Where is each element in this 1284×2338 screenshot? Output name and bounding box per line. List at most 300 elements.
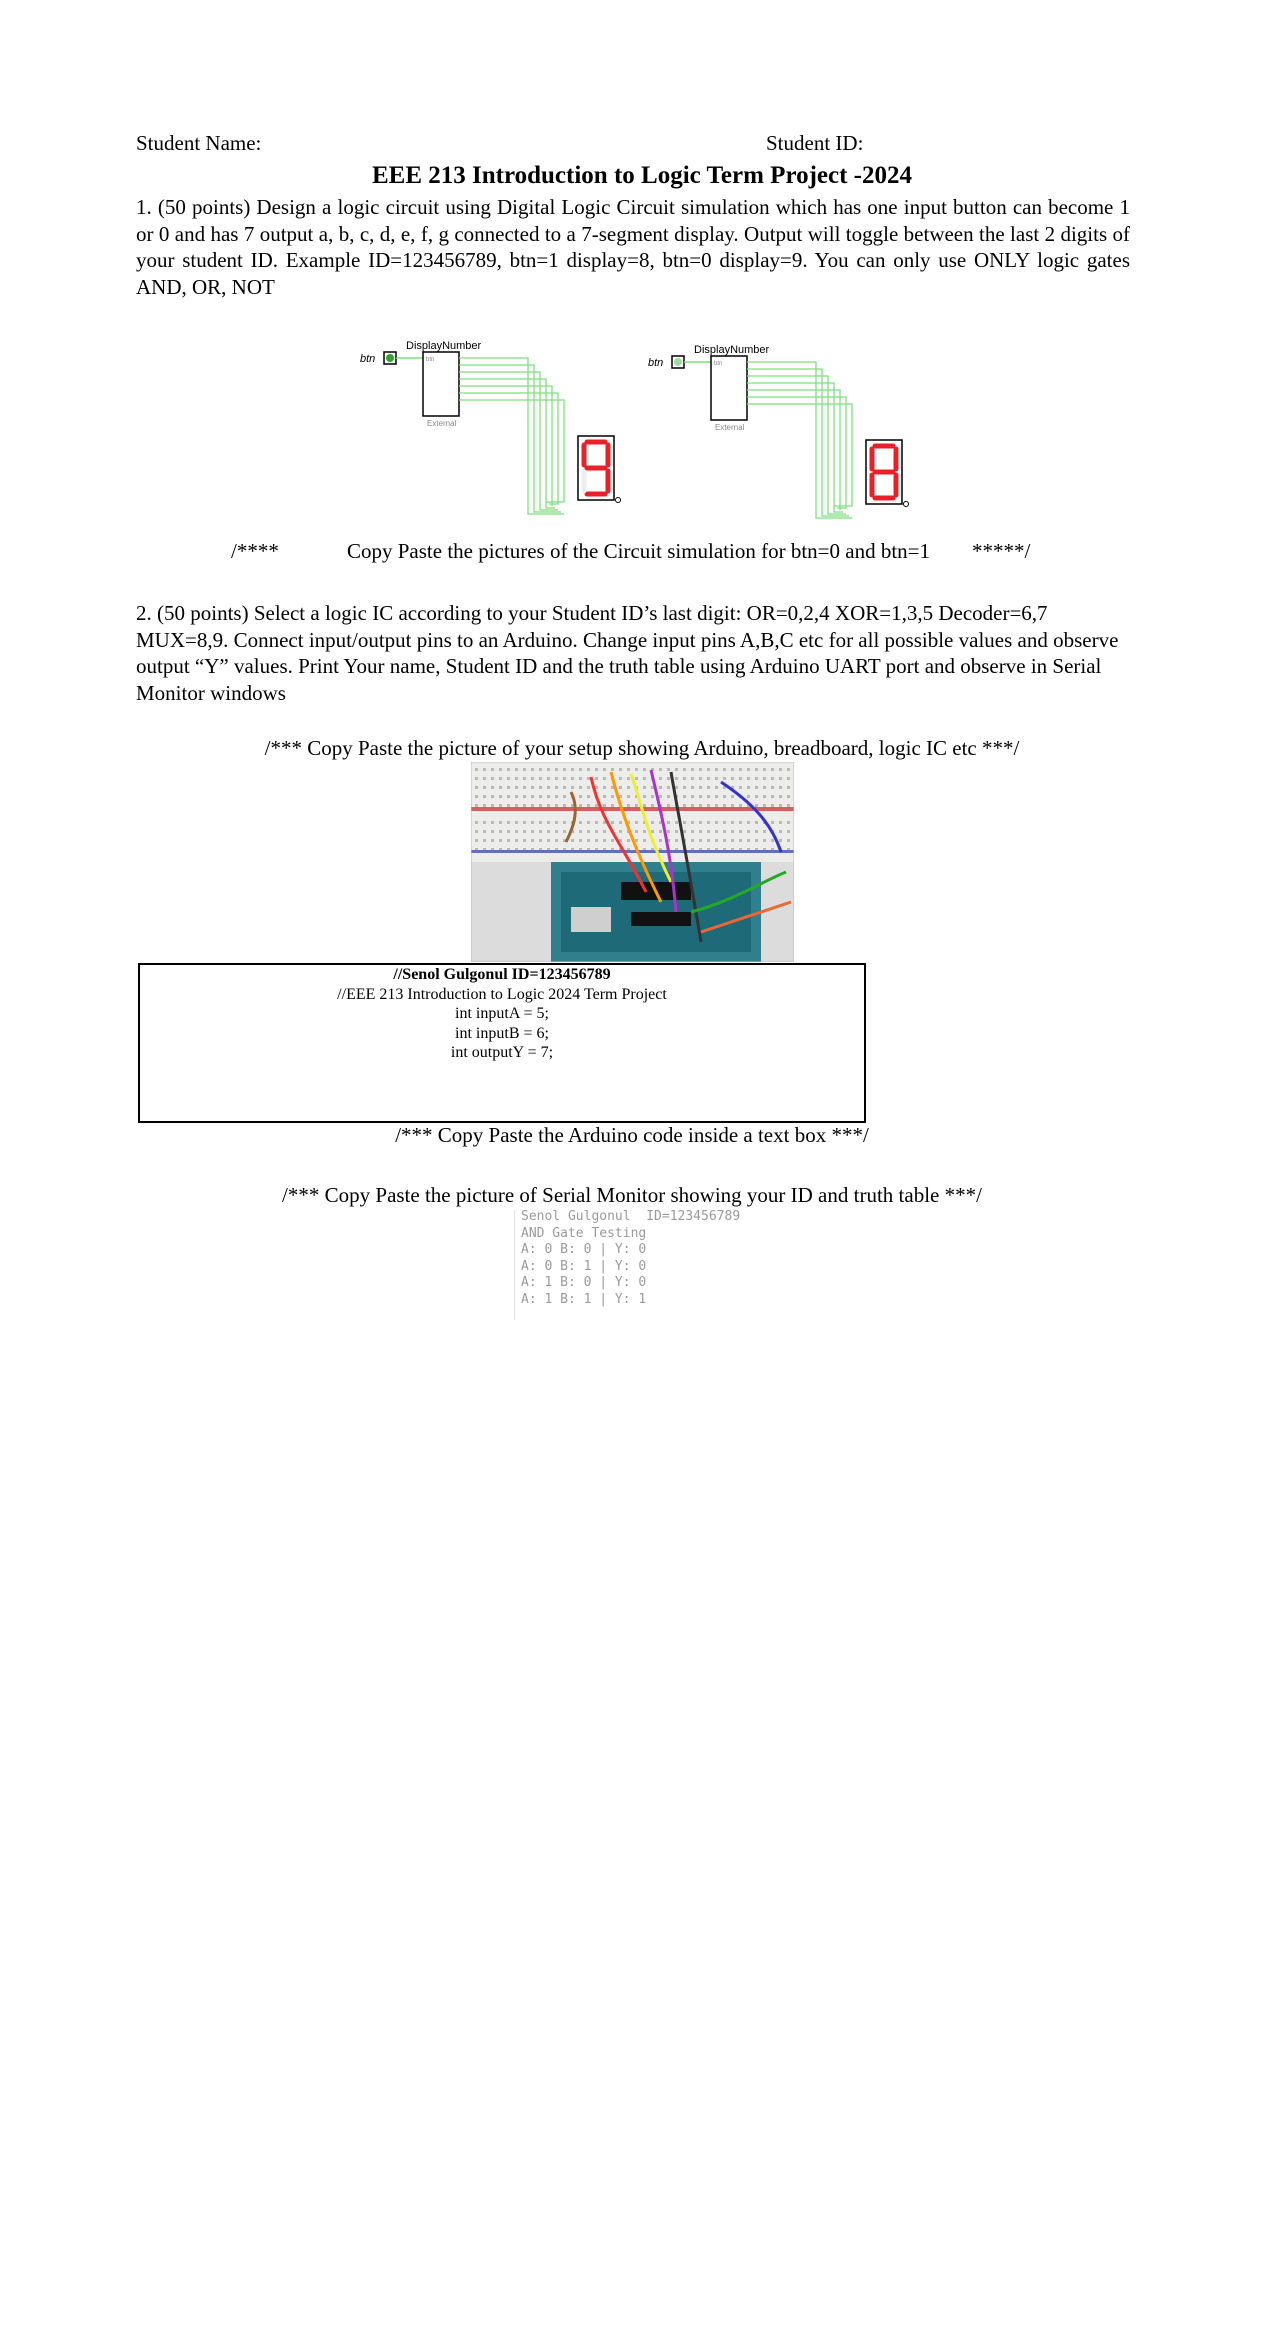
question-2-text: 2. (50 points) Select a logic IC according to your Student ID’s last digit: OR=0,2,4 XOR=1,3,5 Decoder=6,7 MUX=8,9. Connect input/output pins to an Arduino. Change input pins A,B,C etc for all possible values and observe output “Y” values. Print Your name, Student ID and the truth table using Arduino UART port and observe in Serial Monitor windows xyxy=(136,601,1119,705)
code-line-4: int inputB = 6; xyxy=(455,1024,549,1042)
circuit-btn-0 xyxy=(648,344,909,518)
breadboard-hole xyxy=(507,795,510,798)
serial-line-1: Senol Gulgonul ID=123456789 xyxy=(521,1209,741,1224)
breadboard-hole xyxy=(763,777,766,780)
btn-state-indicator xyxy=(674,358,682,366)
breadboard-hole xyxy=(595,768,598,771)
breadboard-hole xyxy=(603,804,606,807)
breadboard-hole xyxy=(491,821,494,824)
breadboard-hole xyxy=(619,786,622,789)
breadboard-hole xyxy=(587,768,590,771)
breadboard-hole xyxy=(483,795,486,798)
breadboard-hole xyxy=(667,768,670,771)
question-1-text: 1. (50 points) Design a logic circuit using Digital Logic Circuit simulation which has one input button can become 1 or 0 and has 7 output a, b, c, d, e, f, g connected to a 7-segment display. Output will toggle between the last 2 digits of your student ID. Example ID=123456789, btn=1 display=8, btn=0 display=9. You can only use ONLY logic gates AND, OR, NOT xyxy=(136,195,1130,299)
breadboard-hole xyxy=(723,804,726,807)
breadboard-hole xyxy=(707,795,710,798)
breadboard-hole xyxy=(707,804,710,807)
setup-photo-instruction: /*** Copy Paste the picture of your setup showing Arduino, breadboard, logic IC etc ***/ xyxy=(264,736,1020,760)
breadboard-hole xyxy=(515,786,518,789)
breadboard-hole xyxy=(531,768,534,771)
breadboard-hole xyxy=(483,804,486,807)
breadboard-hole xyxy=(707,821,710,824)
breadboard-hole xyxy=(755,768,758,771)
breadboard-hole xyxy=(683,795,686,798)
breadboard-hole xyxy=(675,768,678,771)
breadboard-hole xyxy=(675,839,678,842)
breadboard-hole xyxy=(475,821,478,824)
code-line-2: //EEE 213 Introduction to Logic 2024 Term Project xyxy=(337,985,667,1003)
breadboard-hole xyxy=(483,839,486,842)
breadboard-hole xyxy=(627,786,630,789)
breadboard-hole xyxy=(507,830,510,833)
breadboard-hole xyxy=(579,804,582,807)
breadboard-hole xyxy=(539,804,542,807)
breadboard-hole xyxy=(499,795,502,798)
breadboard-hole xyxy=(779,804,782,807)
breadboard-hole xyxy=(723,768,726,771)
breadboard-hole xyxy=(699,804,702,807)
breadboard-hole xyxy=(691,786,694,789)
breadboard-hole xyxy=(779,839,782,842)
breadboard-hole xyxy=(643,795,646,798)
breadboard-hole xyxy=(531,795,534,798)
breadboard-hole xyxy=(579,777,582,780)
block-sub-label: External xyxy=(427,419,457,428)
breadboard-hole xyxy=(547,821,550,824)
breadboard-hole xyxy=(643,786,646,789)
breadboard-hole xyxy=(747,795,750,798)
breadboard-hole xyxy=(707,768,710,771)
breadboard-hole xyxy=(787,839,790,842)
breadboard-hole xyxy=(667,795,670,798)
breadboard-hole xyxy=(475,786,478,789)
breadboard-hole xyxy=(595,830,598,833)
serial-line-6: A: 1 B: 1 | Y: 1 xyxy=(521,1291,647,1307)
breadboard-hole xyxy=(555,839,558,842)
breadboard-hole xyxy=(515,768,518,771)
breadboard-hole xyxy=(683,830,686,833)
breadboard-hole xyxy=(739,777,742,780)
breadboard-hole xyxy=(547,830,550,833)
breadboard-hole xyxy=(627,777,630,780)
breadboard-hole xyxy=(755,830,758,833)
breadboard-hole xyxy=(515,804,518,807)
breadboard-hole xyxy=(731,830,734,833)
breadboard-hole xyxy=(603,839,606,842)
breadboard-hole xyxy=(619,821,622,824)
breadboard-hole xyxy=(539,786,542,789)
breadboard-hole xyxy=(531,804,534,807)
breadboard-hole xyxy=(555,786,558,789)
serial-line-5: A: 1 B: 0 | Y: 0 xyxy=(521,1275,647,1290)
breadboard-hole xyxy=(635,830,638,833)
breadboard-hole xyxy=(523,768,526,771)
breadboard-hole xyxy=(763,786,766,789)
breadboard-hole xyxy=(499,839,502,842)
breadboard-hole xyxy=(787,830,790,833)
breadboard-hole xyxy=(739,839,742,842)
breadboard-hole xyxy=(643,839,646,842)
breadboard-hole xyxy=(483,777,486,780)
breadboard-hole xyxy=(787,777,790,780)
breadboard-hole xyxy=(507,839,510,842)
breadboard-hole xyxy=(483,830,486,833)
breadboard-hole xyxy=(667,777,670,780)
breadboard-hole xyxy=(635,839,638,842)
breadboard-hole xyxy=(579,768,582,771)
breadboard-hole xyxy=(635,777,638,780)
output-wire xyxy=(459,358,564,514)
breadboard-hole xyxy=(603,777,606,780)
breadboard-hole xyxy=(771,777,774,780)
breadboard-hole xyxy=(731,795,734,798)
breadboard-hole xyxy=(651,830,654,833)
code-line-1: //Senol Gulgonul ID=123456789 xyxy=(393,966,611,983)
breadboard-hole xyxy=(555,830,558,833)
breadboard-hole xyxy=(763,839,766,842)
breadboard-hole xyxy=(475,804,478,807)
breadboard-hole xyxy=(555,777,558,780)
serial-line-3: A: 0 B: 0 | Y: 0 xyxy=(521,1242,647,1257)
breadboard-hole xyxy=(739,804,742,807)
breadboard-hole xyxy=(659,768,662,771)
breadboard-hole xyxy=(643,830,646,833)
breadboard-hole xyxy=(763,804,766,807)
breadboard-hole xyxy=(651,804,654,807)
breadboard-hole xyxy=(747,777,750,780)
breadboard-hole xyxy=(707,830,710,833)
breadboard-hole xyxy=(635,804,638,807)
breadboard-hole xyxy=(739,786,742,789)
breadboard-hole xyxy=(659,777,662,780)
breadboard-hole xyxy=(499,804,502,807)
breadboard-hole xyxy=(555,804,558,807)
breadboard-hole xyxy=(683,786,686,789)
breadboard-hole xyxy=(779,795,782,798)
breadboard-hole xyxy=(499,830,502,833)
breadboard-hole xyxy=(659,795,662,798)
breadboard-hole xyxy=(659,830,662,833)
breadboard-hole xyxy=(707,786,710,789)
breadboard-hole xyxy=(563,768,566,771)
breadboard-hole xyxy=(563,821,566,824)
btn-input-label: btn xyxy=(360,353,376,365)
breadboard-hole xyxy=(771,804,774,807)
breadboard-hole xyxy=(779,768,782,771)
breadboard-hole xyxy=(787,768,790,771)
arduino-setup-photo xyxy=(471,762,794,962)
breadboard-hole xyxy=(779,821,782,824)
output-wire xyxy=(747,397,846,508)
breadboard-hole xyxy=(563,830,566,833)
breadboard-hole xyxy=(651,821,654,824)
breadboard-hole xyxy=(579,786,582,789)
breadboard-hole xyxy=(747,830,750,833)
breadboard-hole xyxy=(755,786,758,789)
breadboard-hole xyxy=(531,786,534,789)
breadboard-hole xyxy=(723,777,726,780)
breadboard-hole xyxy=(507,768,510,771)
breadboard-hole xyxy=(667,804,670,807)
breadboard-hole xyxy=(627,839,630,842)
breadboard-hole xyxy=(603,768,606,771)
breadboard-hole xyxy=(499,786,502,789)
breadboard-hole xyxy=(755,821,758,824)
breadboard-hole xyxy=(627,795,630,798)
breadboard-hole xyxy=(731,804,734,807)
breadboard-hole xyxy=(731,777,734,780)
decimal-point xyxy=(616,498,621,503)
breadboard-hole xyxy=(699,839,702,842)
breadboard-hole xyxy=(547,839,550,842)
breadboard-hole xyxy=(747,768,750,771)
code-line-5: int outputY = 7; xyxy=(450,1044,554,1061)
breadboard-hole xyxy=(563,804,566,807)
breadboard-hole xyxy=(603,795,606,798)
serial-instruction: /*** Copy Paste the picture of Serial Monitor showing your ID and truth table ***/ xyxy=(282,1183,982,1207)
breadboard-hole xyxy=(539,839,542,842)
circuit-simulation-figure xyxy=(350,334,980,534)
breadboard-hole xyxy=(667,830,670,833)
breadboard-hole xyxy=(691,768,694,771)
student-name-label: Student Name: xyxy=(136,131,262,155)
breadboard-hole xyxy=(691,821,694,824)
breadboard-hole xyxy=(539,777,542,780)
breadboard-hole xyxy=(611,768,614,771)
breadboard-hole xyxy=(595,821,598,824)
breadboard-hole xyxy=(747,786,750,789)
breadboard-hole xyxy=(499,777,502,780)
breadboard-hole xyxy=(779,777,782,780)
student-id-label: Student ID: xyxy=(766,131,864,155)
output-wire xyxy=(459,393,558,504)
breadboard-hole xyxy=(643,804,646,807)
breadboard-hole xyxy=(747,821,750,824)
breadboard-hole xyxy=(691,795,694,798)
breadboard-hole xyxy=(571,777,574,780)
breadboard-hole xyxy=(787,804,790,807)
breadboard-hole xyxy=(635,821,638,824)
breadboard-hole xyxy=(523,839,526,842)
breadboard-hole xyxy=(547,777,550,780)
breadboard-hole xyxy=(603,830,606,833)
breadboard-hole xyxy=(491,786,494,789)
breadboard-hole xyxy=(715,804,718,807)
breadboard-hole xyxy=(771,795,774,798)
breadboard-hole xyxy=(531,821,534,824)
breadboard-hole xyxy=(771,786,774,789)
code-line-3: int inputA = 5; xyxy=(455,1005,549,1022)
breadboard-hole xyxy=(515,777,518,780)
instruction-open: /**** xyxy=(231,539,279,563)
breadboard-hole xyxy=(619,830,622,833)
breadboard-hole xyxy=(539,795,542,798)
breadboard-hole xyxy=(731,821,734,824)
breadboard-hole xyxy=(675,786,678,789)
breadboard-hole xyxy=(595,804,598,807)
breadboard-hole xyxy=(587,786,590,789)
breadboard-hole xyxy=(563,777,566,780)
breadboard-hole xyxy=(571,768,574,771)
breadboard-hole xyxy=(595,777,598,780)
breadboard-hole xyxy=(531,830,534,833)
breadboard-hole xyxy=(515,821,518,824)
breadboard-hole xyxy=(771,768,774,771)
breadboard-hole xyxy=(683,777,686,780)
breadboard-hole xyxy=(571,786,574,789)
breadboard-hole xyxy=(611,804,614,807)
breadboard-hole xyxy=(699,821,702,824)
breadboard-hole xyxy=(475,777,478,780)
breadboard-hole xyxy=(683,768,686,771)
breadboard-hole xyxy=(731,839,734,842)
breadboard-hole xyxy=(563,795,566,798)
breadboard-hole xyxy=(579,821,582,824)
breadboard-hole xyxy=(715,839,718,842)
breadboard-hole xyxy=(523,786,526,789)
breadboard-hole xyxy=(491,795,494,798)
breadboard-hole xyxy=(739,768,742,771)
output-wire xyxy=(747,404,852,506)
breadboard-hole xyxy=(507,804,510,807)
breadboard-hole xyxy=(747,839,750,842)
breadboard-hole xyxy=(667,821,670,824)
breadboard-hole xyxy=(475,839,478,842)
breadboard-hole xyxy=(715,786,718,789)
breadboard-hole xyxy=(547,786,550,789)
breadboard-hole xyxy=(643,768,646,771)
code-instruction: /*** Copy Paste the Arduino code inside a text box ***/ xyxy=(395,1123,869,1147)
breadboard-hole xyxy=(587,804,590,807)
breadboard-hole xyxy=(787,795,790,798)
breadboard-hole xyxy=(587,795,590,798)
circuit-btn-1 xyxy=(360,340,621,514)
btn-input-label: btn xyxy=(648,357,664,369)
breadboard-hole xyxy=(611,821,614,824)
breadboard-hole xyxy=(507,821,510,824)
breadboard-hole xyxy=(619,777,622,780)
breadboard-hole xyxy=(755,839,758,842)
breadboard-hole xyxy=(739,830,742,833)
breadboard-hole xyxy=(475,768,478,771)
breadboard-hole xyxy=(683,821,686,824)
breadboard-hole xyxy=(555,795,558,798)
block-port-label: btn xyxy=(714,361,723,367)
breadboard-hole xyxy=(715,821,718,824)
block-sub-label: External xyxy=(715,423,745,432)
breadboard-hole xyxy=(611,795,614,798)
breadboard-hole xyxy=(491,839,494,842)
breadboard-hole xyxy=(491,830,494,833)
decimal-point xyxy=(904,502,909,507)
breadboard-hole xyxy=(779,786,782,789)
serial-line-2: AND Gate Testing xyxy=(521,1225,647,1241)
breadboard-hole xyxy=(587,777,590,780)
breadboard-hole xyxy=(699,777,702,780)
breadboard-hole xyxy=(547,804,550,807)
serial-monitor-edge xyxy=(514,1210,515,1320)
breadboard-hole xyxy=(651,795,654,798)
breadboard-hole xyxy=(539,768,542,771)
instruction-close: *****/ xyxy=(972,539,1031,563)
breadboard-hole xyxy=(539,830,542,833)
breadboard-hole xyxy=(523,795,526,798)
breadboard-hole xyxy=(587,830,590,833)
breadboard-hole xyxy=(787,786,790,789)
breadboard-hole xyxy=(475,830,478,833)
breadboard-hole xyxy=(739,821,742,824)
breadboard-hole xyxy=(675,830,678,833)
breadboard-hole xyxy=(787,821,790,824)
breadboard-hole xyxy=(587,839,590,842)
breadboard-hole xyxy=(507,786,510,789)
breadboard-hole xyxy=(579,795,582,798)
breadboard-hole xyxy=(587,821,590,824)
breadboard-hole xyxy=(539,821,542,824)
breadboard-hole xyxy=(683,804,686,807)
breadboard-hole xyxy=(723,839,726,842)
block-label: DisplayNumber xyxy=(694,344,770,356)
breadboard-hole xyxy=(491,804,494,807)
breadboard-hole xyxy=(579,830,582,833)
block-label: DisplayNumber xyxy=(406,340,482,352)
breadboard-hole xyxy=(499,821,502,824)
breadboard-hole xyxy=(571,839,574,842)
breadboard-hole xyxy=(699,795,702,798)
breadboard-hole xyxy=(603,786,606,789)
breadboard-hole xyxy=(563,786,566,789)
breadboard-hole xyxy=(483,768,486,771)
breadboard-hole xyxy=(643,777,646,780)
breadboard-hole xyxy=(699,768,702,771)
breadboard-hole xyxy=(531,777,534,780)
breadboard-hole xyxy=(771,839,774,842)
breadboard-hole xyxy=(675,821,678,824)
breadboard-hole xyxy=(763,795,766,798)
breadboard-hole xyxy=(763,830,766,833)
output-wire xyxy=(459,386,552,506)
breadboard-hole xyxy=(619,768,622,771)
breadboard-hole xyxy=(579,839,582,842)
breadboard-hole xyxy=(691,804,694,807)
breadboard-hole xyxy=(515,830,518,833)
breadboard-hole xyxy=(715,830,718,833)
btn-state-indicator xyxy=(386,354,394,362)
breadboard-hole xyxy=(723,795,726,798)
breadboard-hole xyxy=(699,830,702,833)
breadboard-hole xyxy=(547,795,550,798)
breadboard-hole xyxy=(659,839,662,842)
breadboard-hole xyxy=(491,768,494,771)
breadboard-hole xyxy=(691,830,694,833)
breadboard-hole xyxy=(715,777,718,780)
breadboard-hole xyxy=(483,821,486,824)
breadboard-hole xyxy=(659,786,662,789)
breadboard-hole xyxy=(675,777,678,780)
breadboard-hole xyxy=(707,839,710,842)
breadboard-hole xyxy=(523,804,526,807)
breadboard-hole xyxy=(523,821,526,824)
breadboard-hole xyxy=(555,821,558,824)
breadboard-hole xyxy=(555,768,558,771)
breadboard-hole xyxy=(627,768,630,771)
document-title: EEE 213 Introduction to Logic Term Project -2024 xyxy=(371,162,913,189)
output-wire xyxy=(747,362,852,518)
serial-line-4: A: 0 B: 1 | Y: 0 xyxy=(521,1258,647,1274)
output-wire xyxy=(459,400,564,502)
breadboard-hole xyxy=(699,786,702,789)
breadboard-hole xyxy=(531,839,534,842)
